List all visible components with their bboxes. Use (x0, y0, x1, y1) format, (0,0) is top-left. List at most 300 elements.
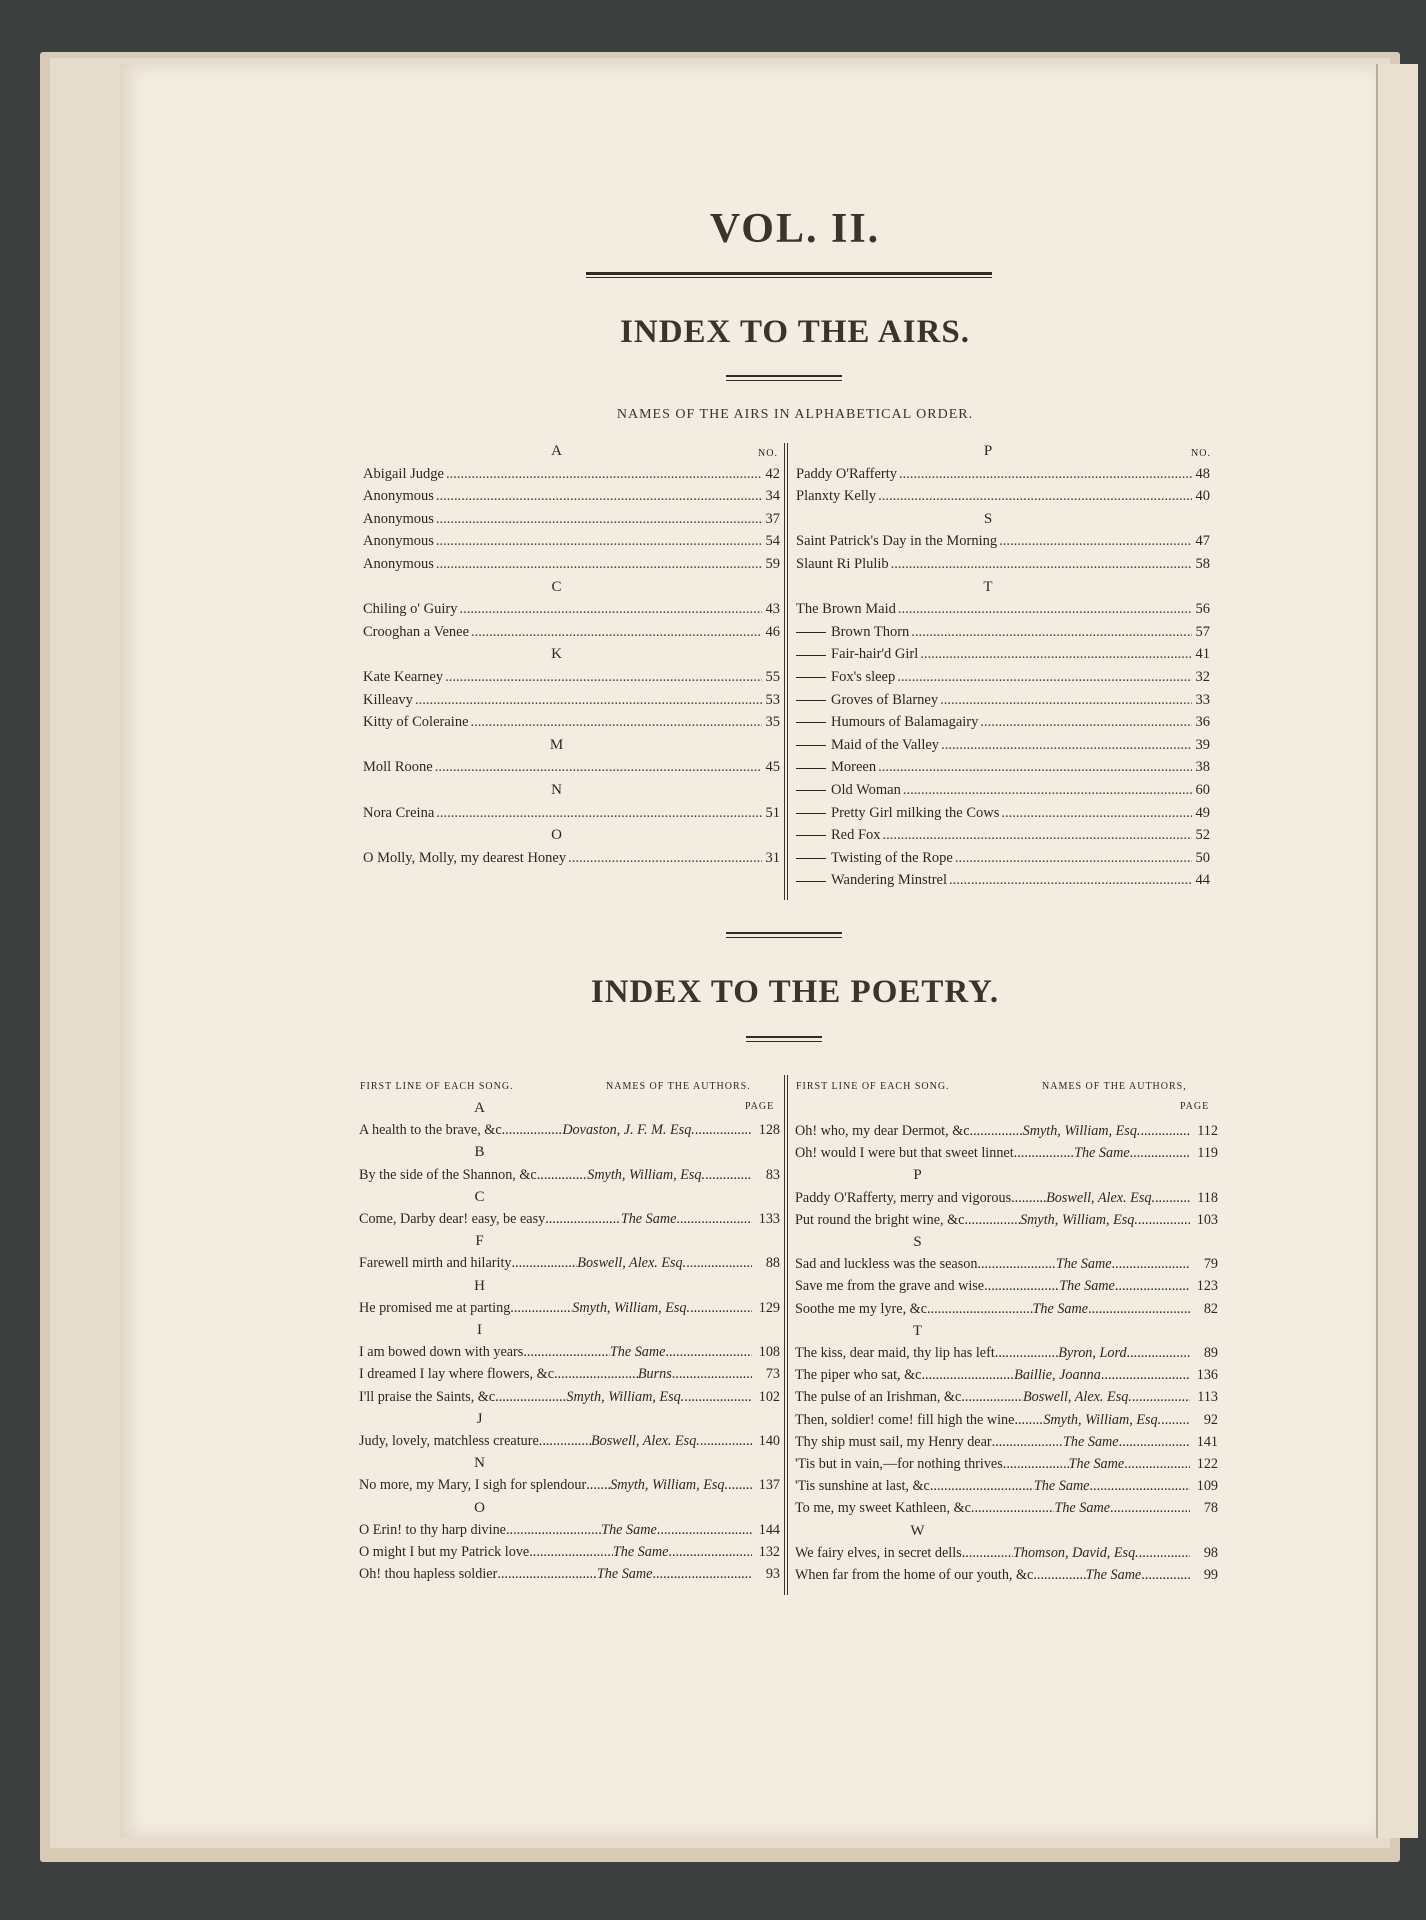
author-name: Smyth, William, Esq. (1022, 1123, 1141, 1139)
leader-dots (992, 1432, 1063, 1452)
air-entry (363, 757, 780, 777)
leader-dots (1014, 1410, 1043, 1430)
leader-dots (940, 690, 1191, 710)
leader-dots (973, 1121, 1023, 1141)
first-line: Oh! would I were but that sweet linnet (795, 1145, 1014, 1162)
leader-dots (728, 1475, 752, 1495)
leader-dots (925, 1365, 1014, 1385)
air-number: 49 (1195, 804, 1210, 821)
leader-dots (700, 1431, 752, 1451)
airs-subtitle: NAMES OF THE AIRS IN ALPHABETICAL ORDER. (616, 407, 974, 422)
air-name-text: The Brown Maid (796, 601, 896, 618)
first-line: The pulse of an Irishman, &c. (795, 1389, 965, 1406)
poetry-entry (359, 1253, 780, 1273)
poetry-entry (795, 1432, 1218, 1452)
leader-dots (511, 1253, 577, 1273)
air-name (363, 712, 471, 732)
air-name-text: Anonymous (363, 488, 434, 505)
leader-dots (965, 1387, 1023, 1407)
section-letter: S (983, 510, 993, 527)
leader-dots (558, 1364, 638, 1384)
air-number: 42 (765, 465, 780, 482)
air-entry (363, 509, 780, 529)
air-name-text: Humours of Balamagairy (831, 714, 979, 731)
air-number: 55 (765, 669, 780, 685)
first-line: Then, soldier! come! fill high the wine (795, 1411, 1015, 1428)
leader-dots (1124, 1454, 1190, 1474)
air-name-text: Moreen (831, 759, 877, 776)
page-number: 83 (765, 1166, 781, 1183)
leader-dots (499, 1387, 567, 1407)
poetry-authors-header-right: NAMES OF THE AUTHORS, (1042, 1081, 1187, 1092)
leader-dots (505, 1120, 562, 1140)
air-entry (363, 554, 780, 574)
ditto-dash (796, 858, 826, 859)
author-name: Byron, Lord (1058, 1345, 1127, 1361)
airs-heading-rule-2 (726, 380, 842, 381)
first-line: 'Tis sunshine at last, &c. (795, 1478, 934, 1495)
leader-dots (1132, 1387, 1190, 1407)
air-entry (796, 780, 1210, 800)
air-number: 36 (1195, 714, 1210, 731)
air-number: 54 (765, 533, 780, 550)
air-name-text: Twisting of the Rope (831, 849, 953, 866)
air-name (796, 690, 940, 710)
air-name (796, 644, 920, 664)
air-entry (796, 599, 1210, 619)
leader-dots (920, 644, 1191, 664)
air-name-text: Anonymous (363, 510, 434, 527)
author-name: Boswell, Alex. Esq. (590, 1433, 700, 1449)
leader-dots (931, 1299, 1033, 1319)
air-number: 43 (765, 601, 780, 618)
air-name (363, 690, 415, 710)
first-line: Oh! who, my dear Dermot, &c. (795, 1123, 974, 1139)
leader-dots (446, 464, 762, 484)
air-name-text: Maid of the Valley (831, 736, 940, 753)
air-number: 51 (765, 804, 780, 821)
airs-heading: INDEX TO THE AIRS. (620, 314, 970, 350)
poetry-first-line-header-left: FIRST LINE OF EACH SONG. (360, 1081, 514, 1092)
author-name: Burns (637, 1366, 672, 1383)
leader-dots (435, 757, 762, 777)
section-letter: B (474, 1144, 485, 1161)
air-name-text: Planxty Kelly (796, 488, 877, 505)
air-entry (796, 757, 1210, 777)
first-line: Sad and luckless was the season (795, 1256, 978, 1273)
airs-column-divider-2 (787, 443, 788, 900)
leader-dots (962, 1543, 1013, 1563)
leader-dots (705, 1165, 752, 1185)
first-line: O Erin! to thy harp divine (359, 1521, 506, 1538)
air-number: 38 (1195, 759, 1210, 776)
air-name-text: Brown Thorn (831, 623, 910, 640)
page-number: 78 (1203, 1500, 1219, 1517)
leader-dots (471, 622, 761, 642)
air-entry (796, 622, 1210, 642)
air-entry (796, 486, 1210, 506)
leader-dots (471, 712, 762, 732)
section-letter: O (551, 827, 562, 844)
poetry-entry (795, 1498, 1218, 1518)
title-rule (586, 272, 992, 275)
air-entry (796, 667, 1210, 687)
page-number: 129 (758, 1299, 781, 1316)
air-entry (796, 690, 1210, 710)
airs-no-label-left: NO. (758, 448, 778, 459)
air-name (796, 848, 955, 868)
air-name (363, 848, 568, 868)
leader-dots (436, 554, 762, 574)
leader-dots (1139, 1543, 1190, 1563)
page-number: 144 (758, 1521, 780, 1538)
air-number: 52 (1195, 827, 1210, 844)
leader-dots (459, 599, 761, 619)
leader-dots (523, 1342, 610, 1362)
leader-dots (883, 825, 1192, 845)
page-number: 113 (1197, 1389, 1219, 1406)
poetry-entry (359, 1165, 780, 1185)
poetry-entry (795, 1365, 1218, 1385)
air-number: 35 (765, 714, 780, 731)
airs-heading-rule (726, 375, 842, 377)
air-number: 47 (1195, 533, 1210, 550)
leader-dots (968, 1210, 1020, 1230)
leader-dots (1089, 1476, 1190, 1496)
air-number: 44 (1195, 872, 1210, 889)
first-line: Soothe me my lyre, &c. (795, 1300, 931, 1317)
poetry-entry (795, 1543, 1218, 1563)
author-name: Smyth, William, Esq. (572, 1299, 691, 1316)
leader-dots (898, 599, 1192, 619)
air-entry (363, 848, 780, 868)
leader-dots (999, 531, 1191, 551)
first-line: The kiss, dear maid, thy lip has left (795, 1345, 995, 1361)
poetry-entry (359, 1542, 780, 1562)
page-number: 79 (1203, 1256, 1218, 1273)
leader-dots (695, 1120, 752, 1140)
title-rule-thin (586, 277, 992, 278)
air-entry (363, 599, 780, 619)
poetry-entry (359, 1209, 780, 1229)
air-entry (796, 825, 1210, 845)
page-number: 128 (758, 1122, 780, 1139)
ditto-dash (796, 813, 826, 814)
first-line: Farewell mirth and hilarity (359, 1255, 512, 1272)
air-number: 59 (765, 556, 780, 572)
air-name-text: Saint Patrick's Day in the Morning (796, 533, 998, 550)
author-name: The Same (612, 1544, 669, 1560)
air-name-text: Chiling o' Guiry (363, 601, 458, 618)
author-name: Smyth, William, Esq. (587, 1166, 706, 1183)
author-name: The Same (1074, 1145, 1130, 1162)
leader-dots (545, 1209, 621, 1229)
section-letter: N (551, 782, 562, 798)
page-number: 102 (758, 1388, 780, 1405)
air-entry (796, 464, 1210, 484)
poetry-authors-header-left: NAMES OF THE AUTHORS. (606, 1081, 751, 1092)
leader-dots (1112, 1254, 1191, 1274)
ditto-dash (796, 790, 826, 791)
leader-dots (436, 509, 762, 529)
air-name-text: Killeavy (363, 691, 413, 708)
first-line: 'Tis but in vain,—for nothing thrives (795, 1456, 1003, 1472)
section-letter: I (477, 1322, 482, 1338)
poetry-entry (359, 1120, 780, 1140)
ditto-dash (796, 677, 826, 678)
leader-dots (510, 1298, 572, 1318)
first-line: No more, my Mary, I sigh for splendour (359, 1477, 587, 1494)
first-line: Put round the bright wine, &c. (795, 1211, 968, 1228)
leader-dots (1127, 1343, 1190, 1363)
air-number: 45 (765, 759, 780, 776)
air-number: 58 (1195, 556, 1210, 572)
leader-dots (684, 1387, 752, 1407)
poetry-page-header-right: PAGE (1180, 1101, 1210, 1112)
air-name (796, 803, 1001, 823)
leader-dots (1161, 1410, 1190, 1430)
first-line: To me, my sweet Kathleen, &c. (795, 1500, 975, 1517)
leader-dots (668, 1542, 752, 1562)
leader-dots (1014, 1143, 1074, 1163)
air-entry (796, 644, 1210, 664)
section-letter: A (474, 1100, 485, 1116)
section-letter: T (912, 1322, 923, 1339)
author-name: The Same (1054, 1500, 1111, 1517)
leader-dots (941, 735, 1191, 755)
section-divider-rule (726, 932, 842, 934)
air-entry (363, 712, 780, 732)
air-name (363, 509, 436, 529)
air-name (363, 464, 446, 484)
air-name-text: Groves of Blarney (831, 691, 939, 708)
section-letter: J (476, 1410, 483, 1427)
author-name: Smyth, William, Esq. (610, 1477, 729, 1494)
first-line: I'll praise the Saints, &c. (359, 1388, 499, 1405)
poetry-entry (795, 1276, 1218, 1296)
air-number: 53 (765, 691, 780, 708)
leader-dots (891, 554, 1192, 574)
leader-dots (1003, 1454, 1069, 1474)
page-number: 137 (758, 1477, 781, 1494)
poetry-entry (795, 1143, 1218, 1163)
leader-dots (1138, 1210, 1190, 1230)
author-name: Smyth, William, Esq. (566, 1388, 685, 1405)
ditto-dash (796, 745, 826, 746)
section-letter: W (910, 1522, 925, 1539)
leader-dots (1001, 803, 1191, 823)
poetry-entry (795, 1210, 1218, 1230)
leader-dots (955, 848, 1192, 868)
air-name (796, 757, 878, 777)
first-line: Come, Darby dear! easy, be easy (359, 1211, 546, 1227)
leader-dots (1130, 1143, 1190, 1163)
first-line: I dreamed I lay where flowers, &c. (359, 1366, 558, 1383)
leader-dots (586, 1475, 610, 1495)
air-entry (796, 531, 1210, 551)
author-name: Boswell, Alex. Esq. (1022, 1389, 1132, 1406)
poetry-first-line-header-right: FIRST LINE OF EACH SONG. (796, 1081, 950, 1092)
page-number: 109 (1196, 1478, 1218, 1495)
leader-dots (1101, 1365, 1190, 1385)
author-name: The Same (1068, 1456, 1125, 1472)
air-name-text: Paddy O'Rafferty (796, 465, 898, 482)
leader-dots (878, 757, 1191, 777)
air-number: 32 (1195, 669, 1210, 685)
air-entry (796, 712, 1210, 732)
poetry-heading-rule (746, 1036, 822, 1038)
first-line: Paddy O'Rafferty, merry and vigorous (795, 1189, 1012, 1206)
air-name-text: Kitty of Coleraine (363, 714, 469, 731)
leader-dots (1119, 1432, 1190, 1452)
air-entry (363, 803, 780, 823)
air-number: 41 (1195, 646, 1210, 663)
air-name (796, 531, 999, 551)
page-number: 122 (1196, 1456, 1219, 1472)
author-name: The Same (609, 1344, 666, 1361)
poetry-entry (359, 1564, 780, 1584)
leader-dots (1140, 1121, 1190, 1141)
air-name-text: Slaunt Ri Plulib (796, 556, 889, 572)
author-name: Smyth, William, Esq. (1020, 1211, 1138, 1228)
first-line: Judy, lovely, matchless creature (359, 1433, 539, 1449)
poetry-entry (795, 1121, 1218, 1141)
section-letter: C (474, 1188, 485, 1205)
poetry-entry (795, 1387, 1218, 1407)
leader-dots (568, 848, 761, 868)
author-name: The Same (1055, 1256, 1112, 1273)
leader-dots (436, 531, 762, 551)
leader-dots (690, 1298, 752, 1318)
air-name-text: O Molly, Molly, my dearest Honey (363, 849, 567, 866)
poetry-entry (795, 1188, 1218, 1208)
poetry-entry (795, 1565, 1218, 1585)
first-line: By the side of the Shannon, &c. (359, 1166, 541, 1183)
first-line: Oh! thou hapless soldier (359, 1566, 498, 1583)
air-name (363, 622, 471, 642)
first-line: Thy ship must sail, my Henry dear (795, 1433, 992, 1450)
air-entry (796, 870, 1210, 890)
page-number: 92 (1203, 1411, 1219, 1428)
first-line: A health to the brave, &c. (359, 1122, 506, 1139)
section-letter: M (549, 736, 564, 753)
leader-dots (977, 1254, 1056, 1274)
air-entry (363, 667, 780, 687)
leader-dots (980, 712, 1191, 732)
leader-dots (1115, 1276, 1190, 1296)
poetry-column-divider-2 (787, 1075, 788, 1595)
first-line: Save me from the grave and wise (795, 1278, 985, 1295)
air-name (363, 554, 436, 574)
air-name (796, 554, 891, 574)
first-line: When far from the home of our youth, &c. (795, 1567, 1037, 1583)
poetry-entry (795, 1454, 1218, 1474)
leader-dots (672, 1364, 752, 1384)
poetry-entry (359, 1387, 780, 1407)
air-name (796, 780, 903, 800)
air-entry (363, 690, 780, 710)
poetry-entry (359, 1431, 780, 1451)
leader-dots (933, 1476, 1034, 1496)
poetry-heading-rule-2 (746, 1041, 822, 1042)
poetry-entry (359, 1475, 780, 1495)
leader-dots (899, 464, 1191, 484)
author-name: The Same (1063, 1433, 1119, 1450)
page-number: 93 (765, 1566, 780, 1583)
leader-dots (686, 1253, 752, 1273)
air-name (796, 486, 878, 506)
poetry-heading: INDEX TO THE POETRY. (590, 974, 1000, 1010)
leader-dots (539, 1431, 591, 1451)
author-name: The Same (1032, 1300, 1089, 1317)
air-name-text: Wandering Minstrel (831, 872, 948, 889)
section-letter: H (474, 1277, 485, 1294)
section-letter: P (913, 1167, 922, 1184)
volume-title: VOL. II. (709, 206, 881, 252)
air-entry (363, 486, 780, 506)
author-name: The Same (620, 1211, 677, 1227)
page-number: 73 (765, 1366, 781, 1383)
leader-dots (506, 1520, 601, 1540)
ditto-dash (796, 722, 826, 723)
leader-dots (878, 486, 1191, 506)
page-number: 123 (1196, 1278, 1219, 1295)
poetry-column-divider (784, 1075, 785, 1595)
poetry-page-header-left: PAGE (745, 1101, 775, 1112)
poetry-entry (359, 1520, 780, 1540)
page-number: 82 (1203, 1300, 1219, 1317)
section-letter: C (551, 578, 562, 595)
section-letter: N (474, 1455, 485, 1472)
author-name: Dovaston, J. F. M. Esq. (562, 1122, 695, 1139)
ditto-dash (796, 768, 826, 769)
page-number: 99 (1203, 1567, 1218, 1583)
leader-dots (903, 780, 1192, 800)
air-entry (363, 622, 780, 642)
first-line: I am bowed down with years (359, 1344, 524, 1361)
air-number: 46 (765, 623, 780, 640)
air-entry (796, 554, 1210, 574)
page-number: 133 (758, 1211, 781, 1227)
author-name: Smyth, William, Esq. (1043, 1411, 1162, 1428)
air-name (796, 464, 899, 484)
section-letter: K (551, 646, 562, 663)
page-number: 141 (1196, 1433, 1218, 1450)
air-name-text: Abigail Judge (363, 465, 444, 482)
poetry-entry (359, 1364, 780, 1384)
air-name (796, 735, 941, 755)
ditto-dash (796, 835, 826, 836)
page-number: 136 (1196, 1367, 1219, 1384)
air-entry (363, 464, 780, 484)
ditto-dash (796, 632, 826, 633)
ditto-dash (796, 881, 826, 882)
page-number: 118 (1197, 1189, 1218, 1206)
author-name: Boswell, Alex. Esq. (1046, 1189, 1155, 1206)
air-name-text: Moll Roone (363, 759, 433, 776)
air-name (796, 712, 980, 732)
air-name-text: Fair-hair'd Girl (831, 646, 919, 663)
air-number: 50 (1195, 849, 1210, 866)
author-name: Baillie, Joanna (1014, 1367, 1101, 1384)
air-name-text: Crooghan a Venee (363, 623, 470, 640)
airs-column-divider (784, 443, 785, 900)
air-number: 40 (1195, 488, 1210, 505)
leader-dots (652, 1564, 752, 1584)
first-line: We fairy elves, in secret dells (795, 1544, 962, 1561)
leader-dots (415, 690, 762, 710)
air-name (363, 803, 436, 823)
